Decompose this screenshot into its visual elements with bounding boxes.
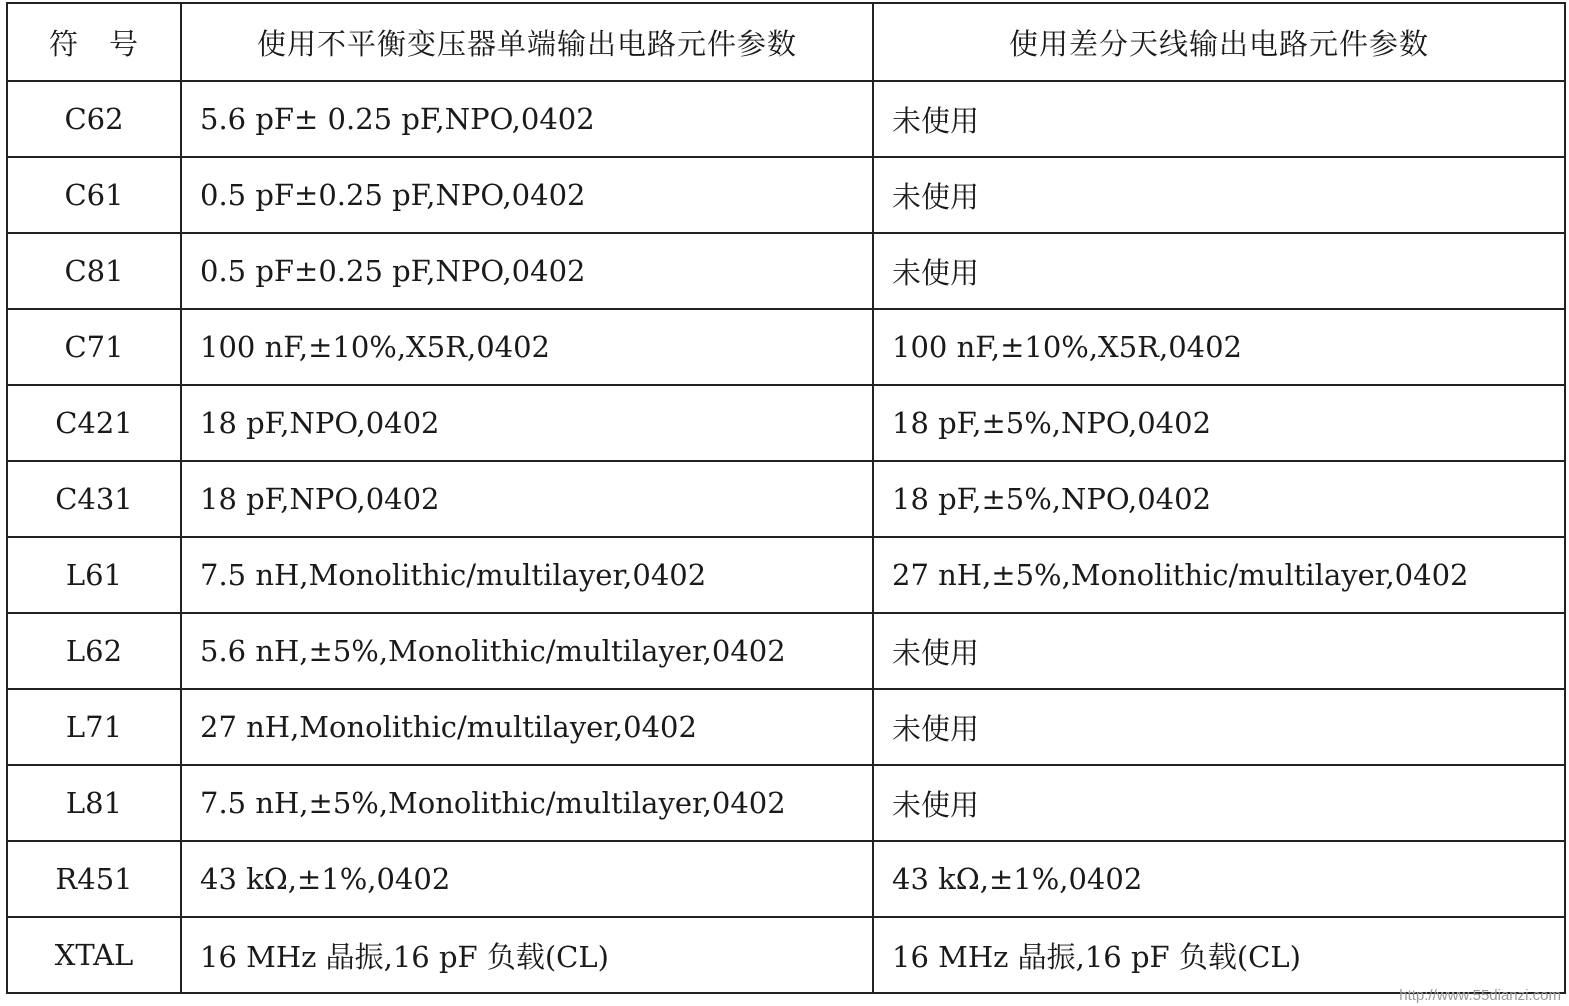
- symbol-cell: C61: [7, 157, 181, 233]
- differential-value-cell: 43 kΩ,±1%,0402: [873, 841, 1565, 917]
- differential-value-cell: 未使用: [873, 233, 1565, 309]
- single-ended-value-cell: 43 kΩ,±1%,0402: [181, 841, 873, 917]
- table-row: [7, 689, 1565, 765]
- table-row: [7, 841, 1565, 917]
- differential-value-cell: 未使用: [873, 157, 1565, 233]
- differential-value-cell: 未使用: [873, 765, 1565, 841]
- differential-value-cell: 未使用: [873, 613, 1565, 689]
- single-ended-value-cell: 5.6 pF± 0.25 pF,NPO,0402: [181, 81, 873, 157]
- single-ended-value-cell: 7.5 nH,±5%,Monolithic/multilayer,0402: [181, 765, 873, 841]
- single-ended-value-cell: 16 MHz 晶振,16 pF 负载(CL): [181, 917, 873, 993]
- symbol-cell: L61: [7, 537, 181, 613]
- single-ended-value-cell: 0.5 pF±0.25 pF,NPO,0402: [181, 233, 873, 309]
- differential-value-cell: 16 MHz 晶振,16 pF 负载(CL): [873, 917, 1565, 993]
- single-ended-value-cell: 18 pF,NPO,0402: [181, 461, 873, 537]
- symbol-cell: C431: [7, 461, 181, 537]
- symbol-cell: R451: [7, 841, 181, 917]
- symbol-cell: XTAL: [7, 917, 181, 993]
- component-parameters-table: [6, 2, 1566, 994]
- symbol-cell: C62: [7, 81, 181, 157]
- symbol-cell: L71: [7, 689, 181, 765]
- table-header-row: [7, 3, 1565, 81]
- table-row: [7, 309, 1565, 385]
- single-ended-value-cell: 27 nH,Monolithic/multilayer,0402: [181, 689, 873, 765]
- table-row: [7, 81, 1565, 157]
- differential-value-cell: 100 nF,±10%,X5R,0402: [873, 309, 1565, 385]
- single-ended-value-cell: 5.6 nH,±5%,Monolithic/multilayer,0402: [181, 613, 873, 689]
- header-differential-antenna-params: 使用差分天线输出电路元件参数: [873, 3, 1565, 81]
- differential-value-cell: 未使用: [873, 689, 1565, 765]
- table-row: [7, 917, 1565, 993]
- single-ended-value-cell: 0.5 pF±0.25 pF,NPO,0402: [181, 157, 873, 233]
- table-row: [7, 385, 1565, 461]
- symbol-cell: L62: [7, 613, 181, 689]
- differential-value-cell: 18 pF,±5%,NPO,0402: [873, 461, 1565, 537]
- symbol-cell: C421: [7, 385, 181, 461]
- differential-value-cell: 27 nH,±5%,Monolithic/multilayer,0402: [873, 537, 1565, 613]
- differential-value-cell: 18 pF,±5%,NPO,0402: [873, 385, 1565, 461]
- header-unbalanced-transformer-params: 使用不平衡变压器单端输出电路元件参数: [181, 3, 873, 81]
- table-row: [7, 461, 1565, 537]
- watermark-url: http://www.55dianzi.com: [1399, 987, 1561, 1004]
- table-row: [7, 537, 1565, 613]
- symbol-cell: C71: [7, 309, 181, 385]
- symbol-cell: L81: [7, 765, 181, 841]
- differential-value-cell: 未使用: [873, 81, 1565, 157]
- table-row: [7, 765, 1565, 841]
- header-symbol: 符 号: [7, 3, 181, 81]
- single-ended-value-cell: 7.5 nH,Monolithic/multilayer,0402: [181, 537, 873, 613]
- table-row: [7, 233, 1565, 309]
- single-ended-value-cell: 100 nF,±10%,X5R,0402: [181, 309, 873, 385]
- table-row: [7, 613, 1565, 689]
- table-row: [7, 157, 1565, 233]
- symbol-cell: C81: [7, 233, 181, 309]
- single-ended-value-cell: 18 pF,NPO,0402: [181, 385, 873, 461]
